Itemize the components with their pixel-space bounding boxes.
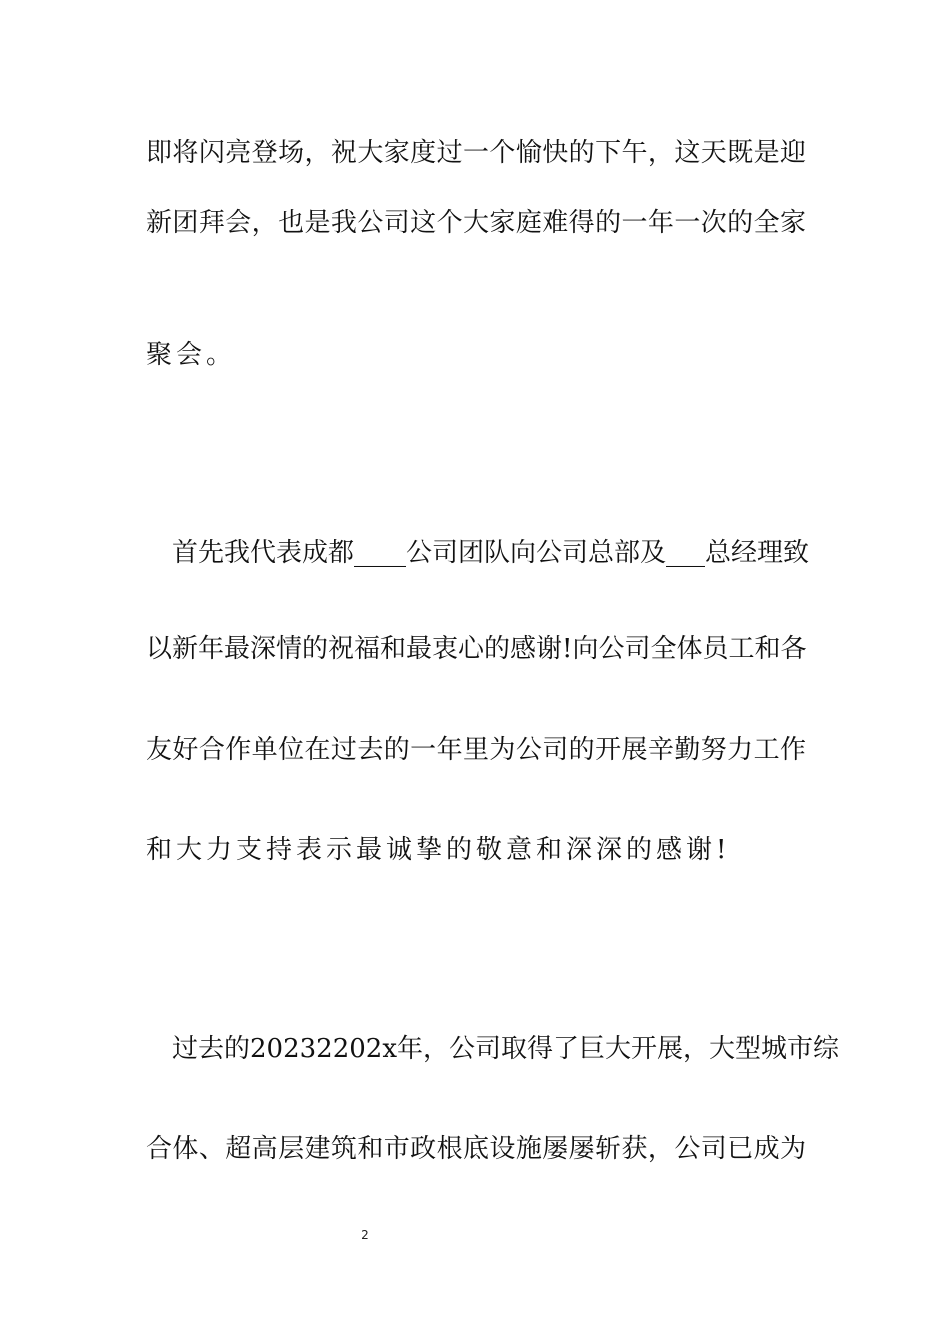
text-line: 过去的20232202x年，公司取得了巨大开展，大型城市综 (146, 1034, 839, 1064)
page-number: 2 (361, 1228, 369, 1242)
text-line: 首先我代表成都____公司团队向公司总部及___总经理致 (146, 538, 810, 568)
text-line: 合体、超高层建筑和市政根底设施屡屡斩获，公司已成为 (146, 1134, 806, 1164)
text-line: 聚会。 (146, 340, 237, 370)
text-line: 新团拜会，也是我公司这个大家庭难得的一年一次的全家 (146, 208, 806, 238)
text-line: 以新年最深情的祝福和最衷心的感谢!向公司全体员工和各 (146, 634, 807, 664)
text-line: 和大力支持表示最诚挚的敬意和深深的感谢! (146, 835, 731, 865)
text-line: 友好合作单位在过去的一年里为公司的开展辛勤努力工作 (146, 735, 806, 765)
text-line: 即将闪亮登场，祝大家度过一个愉快的下午，这天既是迎 (146, 138, 806, 168)
